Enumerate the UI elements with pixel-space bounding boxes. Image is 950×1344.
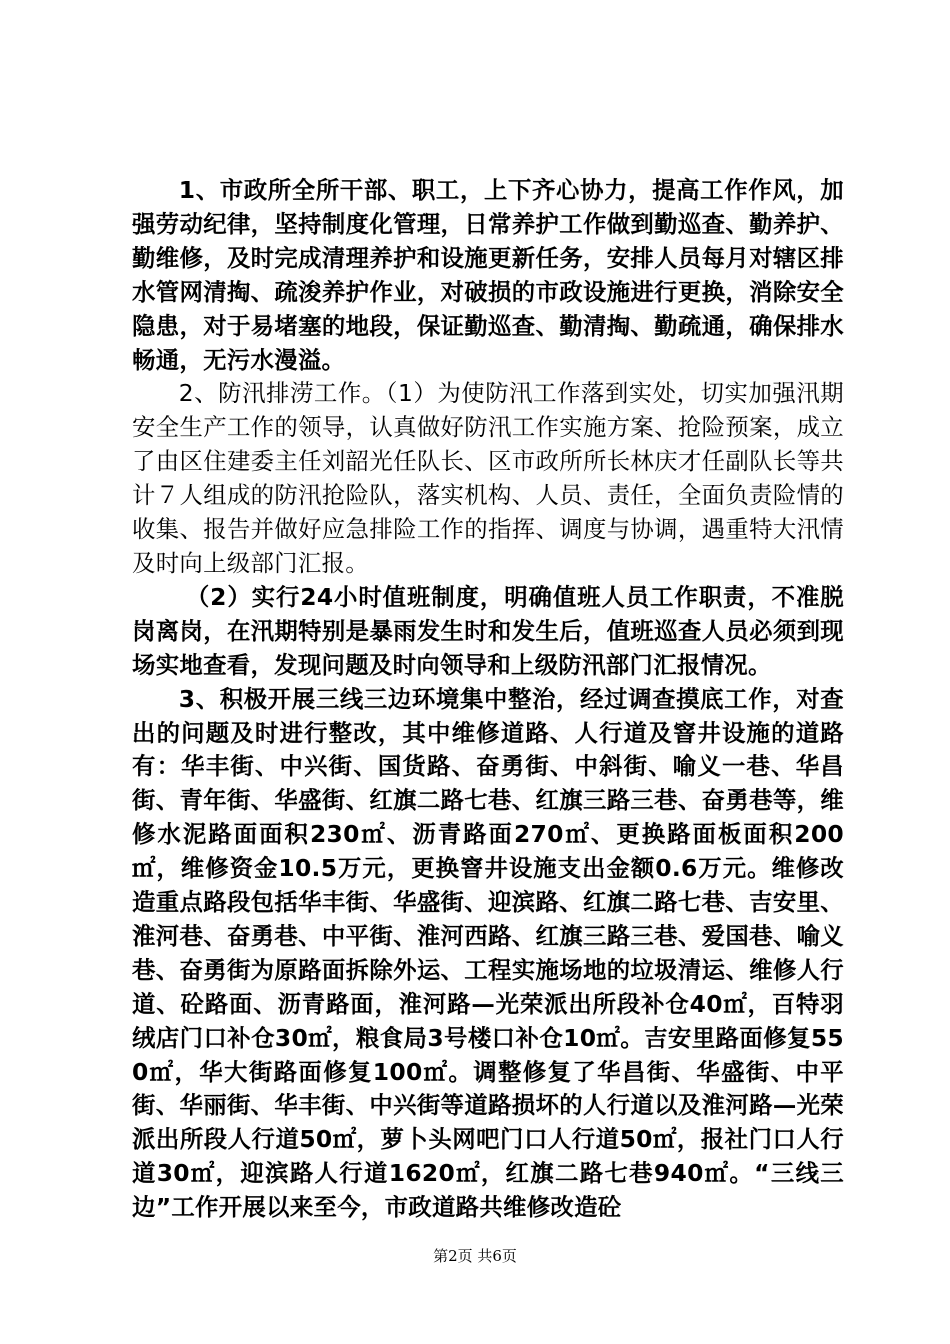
paragraph-4: 3、积极开展三线三边环境集中整治，经过调查摸底工作，对查出的问题及时进行整改，其中维修道路、人行道及窨井设施的道路有：华丰街、中兴街、国货路、奋勇街、中斜街、喻义一巷、华昌街、青年街、华盛街、红旗二路七巷、红旗三路三巷、奋勇巷等，维修水泥路面面积230㎡、沥青路面270㎡、更换路面板面积200㎡，维修资金10.5万元，更换窨井设施支出金额0.6万元。维修改造重点路段包括华丰街、华盛街、迎滨路、红旗二路七巷、吉安里、淮河巷、奋勇巷、中平街、淮河西路、红旗三路三巷、爱国巷、喻义巷、奋勇街为原路面拆除外运、工程实施场地的垃圾清运、维修人行道、砼路面、沥青路面，淮河路—光荣派出所段补仓40㎡，百特羽绒店门口补仓30㎡，粮食局3号楼口补仓10㎡。吉安里路面修复550㎡，华大街路面修复100㎡。调整修复了华昌街、华盛街、中平街、华丽街、华丰街、中兴街等道路损坏的人行道以及淮河路—光荣派出所段人行道50㎡，萝卜头网吧门口人行道50㎡，报社门口人行道30㎡，迎滨路人行道1620㎡，红旗二路七巷940㎡。“三线三边”工作开展以来至今，市政道路共维修改造砼 [132, 684, 844, 1222]
document-body [132, 174, 844, 1225]
paragraph-2: 2、防汛排涝工作。（1）为使防汛工作落到实处，切实加强汛期安全生产工作的领导，认真做好防汛工作实施方案、抢险预案，成立了由区住建委主任刘韶光任队长、区市政所所长林庆才任副队长等共计７人组成的防汛抢险队，落实机构、人员、责任，全面负责险情的收集、报告并做好应急排险工作的指挥、调度与协调，遇重特大汛情及时向上级部门汇报。 [132, 379, 844, 577]
paragraph-1: 1、市政所全所干部、职工，上下齐心协力，提高工作作风，加强劳动纪律，坚持制度化管理，日常养护工作做到勤巡查、勤养护、勤维修，及时完成清理养护和设施更新任务，安排人员每月对辖区排水管网清掏、疏浚养护作业，对破损的市政设施进行更换，消除安全隐患，对于易堵塞的地段，保证勤巡查、勤清掏、勤疏通，确保排水畅通，无污水漫溢。 [132, 176, 844, 374]
page-footer: 第2页 共6页 [433, 1247, 517, 1265]
paragraph-3: （2）实行24小时值班制度，明确值班人员工作职责，不准脱岗离岗，在汛期特别是暴雨发生时和发生后，值班巡查人员必须到现场实地查看，发现问题及时向领导和上级防汛部门汇报情况。 [132, 582, 844, 679]
